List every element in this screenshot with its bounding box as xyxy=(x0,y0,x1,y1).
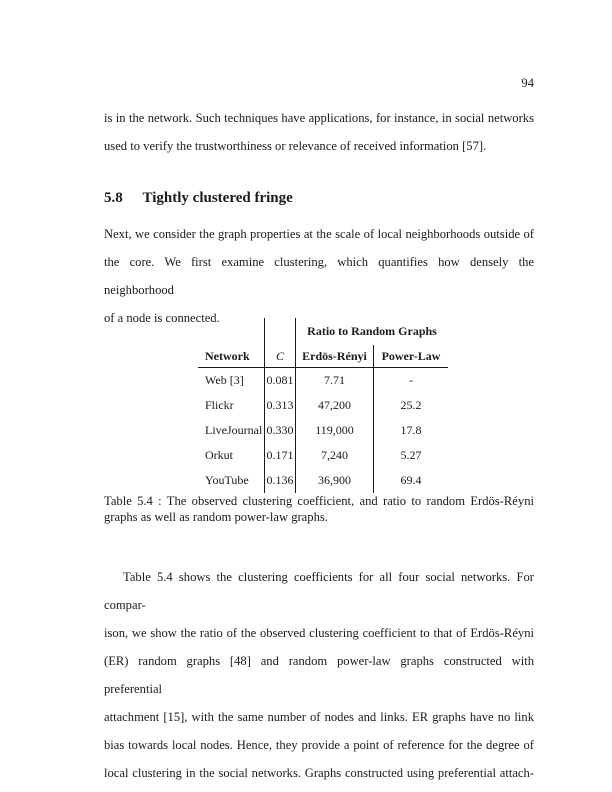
paragraph-2-line: of a node is connected. xyxy=(104,311,220,325)
table-cell-network: LiveJournal xyxy=(205,423,263,437)
paragraph-2-line: the core. We first examine clustering, which quantifies how densely the neighborhood xyxy=(104,255,534,297)
table-caption-line: Table 5.4 : The observed clustering coefficient, and ratio to random Erdös-Réyni xyxy=(104,494,534,508)
paragraph-3-line: (ER) random graphs [48] and random power-law graphs constructed with preferential xyxy=(104,654,534,696)
table-column-header-erdos-renyi: Erdös-Rényi xyxy=(295,345,373,368)
table-caption-line: graphs as well as random power-law graphs. xyxy=(104,509,328,524)
paragraph-3-line: attachment [15], with the same number of nodes and links. ER graphs have no link xyxy=(104,710,534,724)
table-cell-network: YouTube xyxy=(205,473,249,487)
table-cell-power-law: - xyxy=(373,368,448,393)
table-cell-c: 0.330 xyxy=(264,418,295,443)
paragraph-1-line: is in the network. Such techniques have applications, for instance, in social networks xyxy=(104,111,534,125)
table-cell-c: 0.081 xyxy=(264,368,295,393)
table-column-header-power-law: Power-Law xyxy=(373,345,448,368)
table-cell-c: 0.171 xyxy=(264,443,295,468)
table-cell-erdos-renyi: 36,900 xyxy=(295,468,373,493)
table-cell-erdos-renyi: 7.71 xyxy=(295,368,373,393)
table-cell-erdos-renyi: 47,200 xyxy=(295,393,373,418)
table-cell-power-law: 25.2 xyxy=(373,393,448,418)
table-5-4 xyxy=(198,318,448,493)
paragraph-1 xyxy=(104,104,534,160)
table-cell-network: Orkut xyxy=(205,448,233,462)
section-number: 5.8 xyxy=(104,190,123,206)
table-cell-erdos-renyi: 7,240 xyxy=(295,443,373,468)
section-heading xyxy=(104,189,534,208)
paragraph-3-line: Table 5.4 shows the clustering coefficients for all four social networks. For compar- xyxy=(104,570,534,612)
table-cell-c: 0.136 xyxy=(264,468,295,493)
table-caption xyxy=(104,494,534,525)
table-spacer-cell xyxy=(198,318,264,345)
paragraph-2-line: Next, we consider the graph properties at the scale of local neighborhoods outside of xyxy=(104,227,534,241)
paragraph-3-line: bias towards local nodes. Hence, they provide a point of reference for the degree of xyxy=(104,738,534,752)
paragraph-1-line: used to verify the trustworthiness or relevance of received information [57]. xyxy=(104,139,487,153)
paragraph-3-line: local clustering in the social networks. Graphs constructed using preferential attach- xyxy=(104,766,534,780)
table-cell-network: Flickr xyxy=(205,398,234,412)
table-cell-power-law: 5.27 xyxy=(373,443,448,468)
table-column-header-network: Network xyxy=(198,345,264,368)
page-number: 94 xyxy=(521,76,534,90)
c-symbol: C xyxy=(275,348,284,363)
section-title: Tightly clustered fringe xyxy=(142,190,293,206)
table-cell-power-law: 69.4 xyxy=(373,468,448,493)
paragraph-3 xyxy=(104,563,534,787)
table-cell-network: Web [3] xyxy=(205,373,244,387)
paragraph-2 xyxy=(104,220,534,332)
table-cell-power-law: 17.8 xyxy=(373,418,448,443)
table-cell-c: 0.313 xyxy=(264,393,295,418)
paragraph-3-line: ison, we show the ratio of the observed clustering coefficient to that of Erdös-Réyni xyxy=(104,626,534,640)
table-spacer-cell xyxy=(264,318,295,345)
table-column-header-c xyxy=(264,345,295,368)
table-cell-erdos-renyi: 119,000 xyxy=(295,418,373,443)
table-span-header: Ratio to Random Graphs xyxy=(295,318,448,345)
